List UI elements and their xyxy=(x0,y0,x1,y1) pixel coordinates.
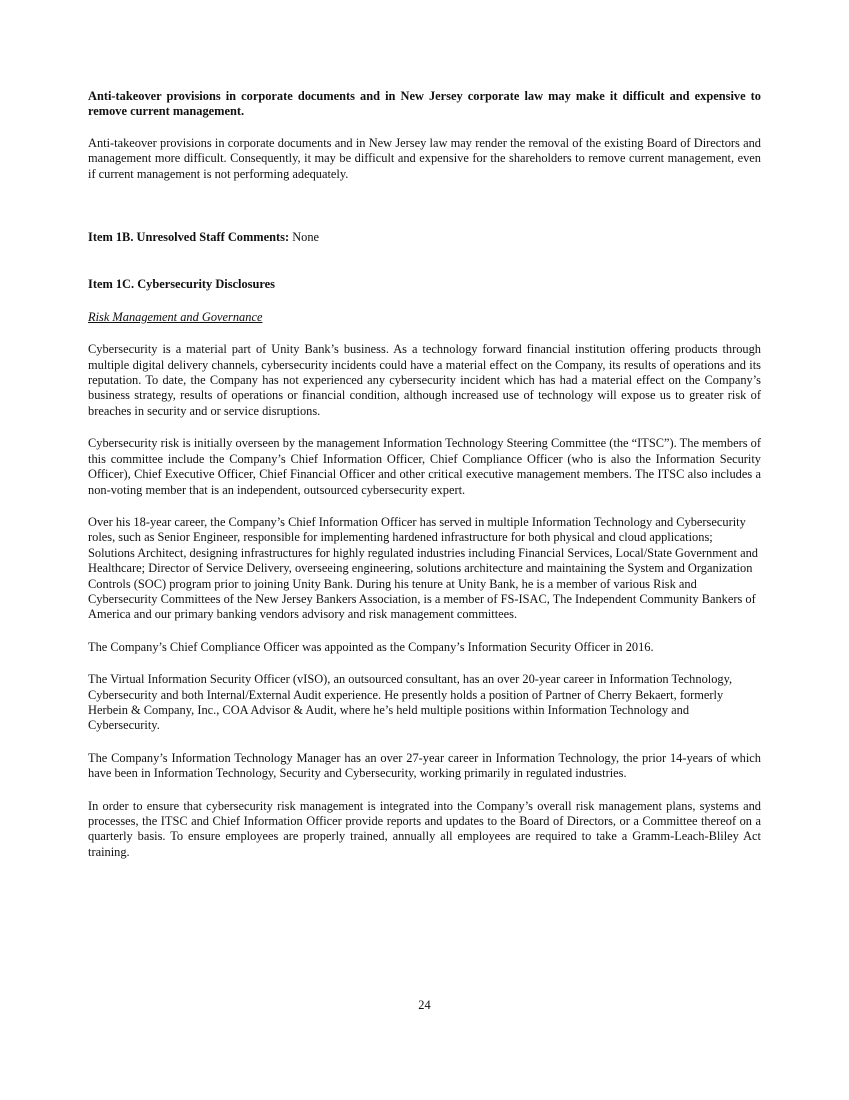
paragraph-risk-integration: In order to ensure that cybersecurity risk management is integrated into the Company’s overall risk management plans, systems and processes, the ITSC and Chief Information Officer provide reports and updates to the Board of Directors, or a Committee thereof on a quarterly basis. To ensure employees are properly trained, annually all employees are required to take a Gramm-Leach-Bliley Act training. xyxy=(88,798,761,859)
page-number: 24 xyxy=(418,998,431,1012)
risk-management-subheading xyxy=(88,310,761,325)
document-page xyxy=(88,89,761,860)
item-1b-title: Item 1B. Unresolved Staff Comments: xyxy=(88,230,290,245)
paragraph-cio-career: Over his 18-year career, the Company’s Chief Information Officer has served in multiple Information Technology and Cybersecurity roles, such as Senior Engineer, responsible for implementing hardened infrastructure for both physical and cloud applications; Solutions Architect, designing infrastructures for highly regulated industries including Financial Services, Local/State Government and Healthcare; Director of Service Delivery, overseeing engineering, solutions architecture and maintaining the System and Organization Controls (SOC) program prior to joining Unity Bank. During his tenure at Unity Bank, he is a member of various Risk and Cybersecurity Committees of the New Jersey Bankers Association, is a member of FS-ISAC, The Independent Community Bankers of America and our primary banking vendors advisory and risk management committees. xyxy=(88,514,758,622)
paragraph-it-manager: The Company’s Information Technology Manager has an over 27-year career in Information Technology, the prior 14-years of which have been in Information Technology, Security and Cybersecurity, working primarily in regulated industries. xyxy=(88,750,761,781)
item-1c-title: Item 1C. Cybersecurity Disclosures xyxy=(88,277,275,292)
paragraph-cco: The Company’s Chief Compliance Officer was appointed as the Company’s Information Security Officer in 2016. xyxy=(88,639,654,654)
risk-factor-paragraph: Anti-takeover provisions in corporate documents and in New Jersey law may render the removal of the existing Board of Directors and management more difficult. Consequently, it may be difficult and expensive for the shareholders to remove current management, even if current management is not performing adequately. xyxy=(88,135,761,181)
risk-factor-heading: Anti-takeover provisions in corporate documents and in New Jersey corporate law may make it difficult and expensive to remove current management. xyxy=(88,89,761,119)
item-1b-line xyxy=(88,230,761,245)
paragraph-cyber-material: Cybersecurity is a material part of Unity Bank’s business. As a technology forward financial institution offering products through multiple digital delivery channels, cybersecurity incidents could have a material effect on the Company, its results of operations and its reputation. To date, the Company has not experienced any cybersecurity incident which has had a material effect on the Company’s business strategy, results of operations or financial condition, although increased use of technology will expose us to greater risk of breaches in security and or service disruptions. xyxy=(88,342,761,418)
paragraph-itsc: Cybersecurity risk is initially overseen by the management Information Technology Steering Committee (the “ITSC”). The members of this committee include the Company’s Chief Information Officer, Chief Compliance Officer (who is also the Information Security Officer), Chief Executive Officer, Chief Financial Officer and other critical executive management members. The ITSC also includes a non-voting member that is an independent, outsourced cybersecurity expert. xyxy=(88,436,761,497)
item-1b-value: None xyxy=(292,230,320,245)
paragraph-viso: The Virtual Information Security Officer (vISO), an outsourced consultant, has an over 20-year career in Information Technology, Cybersecurity and both Internal/External Audit experience. He presently holds a position of Partner of Cherry Bekaert, formerly Herbein & Company, Inc., COA Advisor & Audit, where he’s held multiple positions within Information Technology and Cybersecurity. xyxy=(88,672,733,733)
subheading-text: Risk Management and Governance xyxy=(88,309,263,324)
